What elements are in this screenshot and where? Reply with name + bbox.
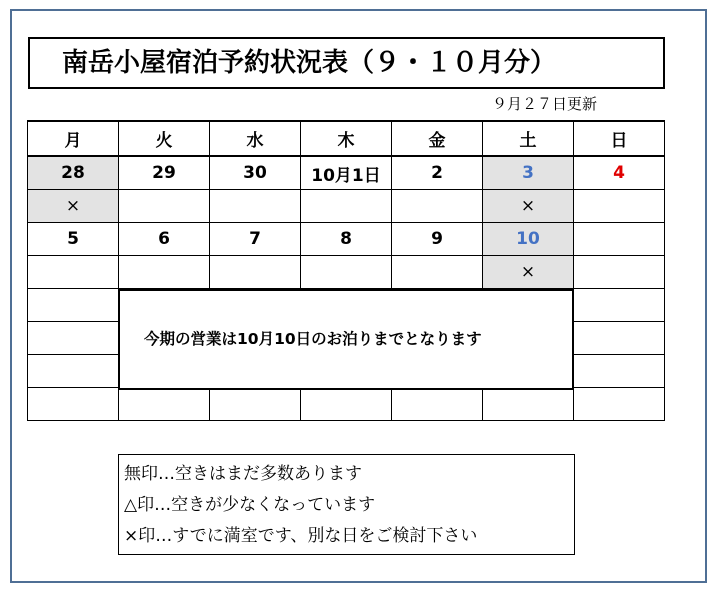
date-cell: 10月1日	[301, 156, 392, 190]
legend-item-available: 無印…空きはまだ多数あります	[124, 464, 362, 484]
date-cell: 7	[210, 223, 301, 256]
status-cell	[574, 190, 665, 223]
status-cell	[392, 190, 483, 223]
date-cell-sunday: 4	[574, 156, 665, 190]
date-cell	[574, 223, 665, 256]
page-title: 南岳小屋宿泊予約状況表（９・１０月分）	[28, 37, 665, 89]
empty-cell	[574, 322, 665, 355]
weekday-wed: 水	[210, 121, 301, 156]
empty-cell	[28, 355, 119, 388]
weekday-thu: 木	[301, 121, 392, 156]
empty-cell	[574, 355, 665, 388]
status-cell	[119, 256, 210, 289]
date-cell: 6	[119, 223, 210, 256]
empty-cell	[28, 289, 119, 322]
empty-cell	[574, 388, 665, 421]
status-cell	[210, 256, 301, 289]
date-cell: 29	[119, 156, 210, 190]
season-end-notice: 今期の営業は10月10日のお泊りまでとなります	[118, 289, 574, 390]
empty-cell	[574, 289, 665, 322]
date-cell: 2	[392, 156, 483, 190]
status-cell	[119, 190, 210, 223]
date-cell-saturday: 10	[483, 223, 574, 256]
legend-box	[118, 454, 575, 555]
weekday-fri: 金	[392, 121, 483, 156]
updated-date: ９月２７日更新	[492, 95, 598, 113]
status-cell	[28, 256, 119, 289]
date-cell-saturday: 3	[483, 156, 574, 190]
empty-cell	[28, 388, 119, 421]
date-cell: 9	[392, 223, 483, 256]
status-cell	[301, 190, 392, 223]
weekday-sun: 日	[574, 121, 665, 156]
status-cell	[301, 256, 392, 289]
date-cell: 28	[28, 156, 119, 190]
legend-item-full: ×印…すでに満室です、別な日をご検討下さい	[124, 526, 478, 546]
status-cell	[392, 256, 483, 289]
weekday-sat: 土	[483, 121, 574, 156]
empty-cell	[28, 322, 119, 355]
date-cell: 30	[210, 156, 301, 190]
status-cell: ×	[483, 190, 574, 223]
legend-item-few-left: △印…空きが少なくなっています	[124, 495, 376, 515]
status-cell: ×	[28, 190, 119, 223]
weekday-tue: 火	[119, 121, 210, 156]
weekday-mon: 月	[28, 121, 119, 156]
status-cell	[210, 190, 301, 223]
status-cell	[574, 256, 665, 289]
date-cell: 5	[28, 223, 119, 256]
status-cell: ×	[483, 256, 574, 289]
date-cell: 8	[301, 223, 392, 256]
